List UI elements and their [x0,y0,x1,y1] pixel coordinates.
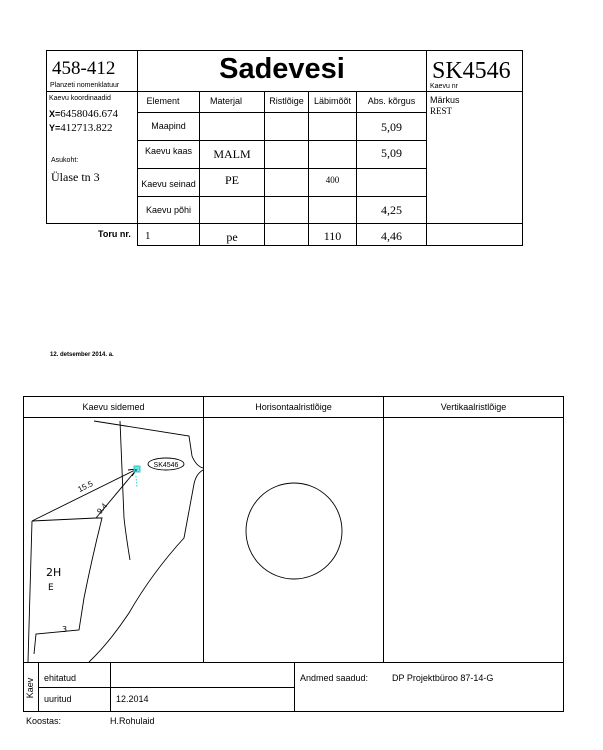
well-label: SK4546 [153,462,179,469]
y-coordinate [49,123,113,133]
surveyed-label: uuritud [44,694,72,704]
document-date: 12. detsember 2014. a. [50,352,114,358]
source-value: DP Projektbüroo 87-14-G [392,673,494,683]
well-id: SK4546 [432,58,511,84]
well-section-circle [246,483,342,579]
dimension-label-2: 9.4 [95,501,110,516]
built-label: ehitatud [44,673,77,683]
column-header-abs-height: Abs. kõrgus [367,96,416,106]
row-element-walls: Kaevu seinad [141,179,196,189]
row-material-walls: PE [224,173,239,187]
pipe-label: Toru nr. [98,229,131,239]
row-element-bottom: Kaevu põhi [145,205,192,215]
column-header-cross-section: Ristlõige [269,96,304,106]
panel-title-connections: Kaevu sidemed [82,402,145,412]
surveyed-date: 12.2014 [116,694,149,704]
pipe-number: 1 [145,230,151,242]
building-label: 2H [46,566,62,579]
dimension-label-1: 15.5 [76,479,95,494]
source-label: Andmed saadud: [300,673,369,683]
x-label: X= [49,109,61,119]
column-header-material: Materjal [209,96,242,106]
row-element-cover: Kaevu kaas [144,146,193,156]
row-abs-height-cover: 5,09 [381,146,402,160]
panel-title-vertical-section: Vertikaalristlõige [440,402,507,412]
horizontal-section-drawing [204,418,383,662]
x-value: 6458046.674 [60,108,119,120]
column-header-element: Element [146,96,180,106]
sheet-number: 458-412 [52,58,116,79]
row-diameter-walls: 400 [325,175,340,185]
column-header-remark: Märkus [430,95,460,105]
y-label: Y= [49,123,61,133]
plot-outline [89,421,203,662]
building-sub-label: E [48,583,54,593]
row-element-ground: Maapind [151,121,186,131]
building-number: 3 [62,625,68,634]
row-material-cover: MALM [213,147,251,161]
page-title: Sadevesi [219,53,345,85]
remark-value: REST [430,106,453,116]
well-marker [134,466,140,488]
site-plan-drawing [24,418,203,662]
y-value: 412713.822 [60,122,113,134]
row-abs-height-ground: 5,09 [381,120,402,134]
coords-label: Kaevu koordinaadid [49,95,111,102]
panel-title-horizontal-section: Horisontaalristlõige [255,402,332,412]
side-label: Kaev [25,677,35,699]
column-header-diameter: Läbimõõt [313,96,352,106]
pipe-diameter: 110 [323,229,342,243]
building-outline [28,518,102,662]
sheet-number-caption: Planzeti nomenklatuur [50,82,120,89]
pipe-material: pe [226,230,238,244]
well-id-caption: Kaevu nr [430,83,459,90]
author-label: Koostas: [26,716,62,726]
location-value: Ülase tn 3 [51,170,100,184]
pipe-abs-height: 4,46 [381,229,402,243]
x-coordinate [49,109,118,119]
author-value: H.Rohulaid [110,716,155,726]
location-label: Asukoht: [51,157,79,164]
row-abs-height-bottom: 4,25 [381,203,402,217]
